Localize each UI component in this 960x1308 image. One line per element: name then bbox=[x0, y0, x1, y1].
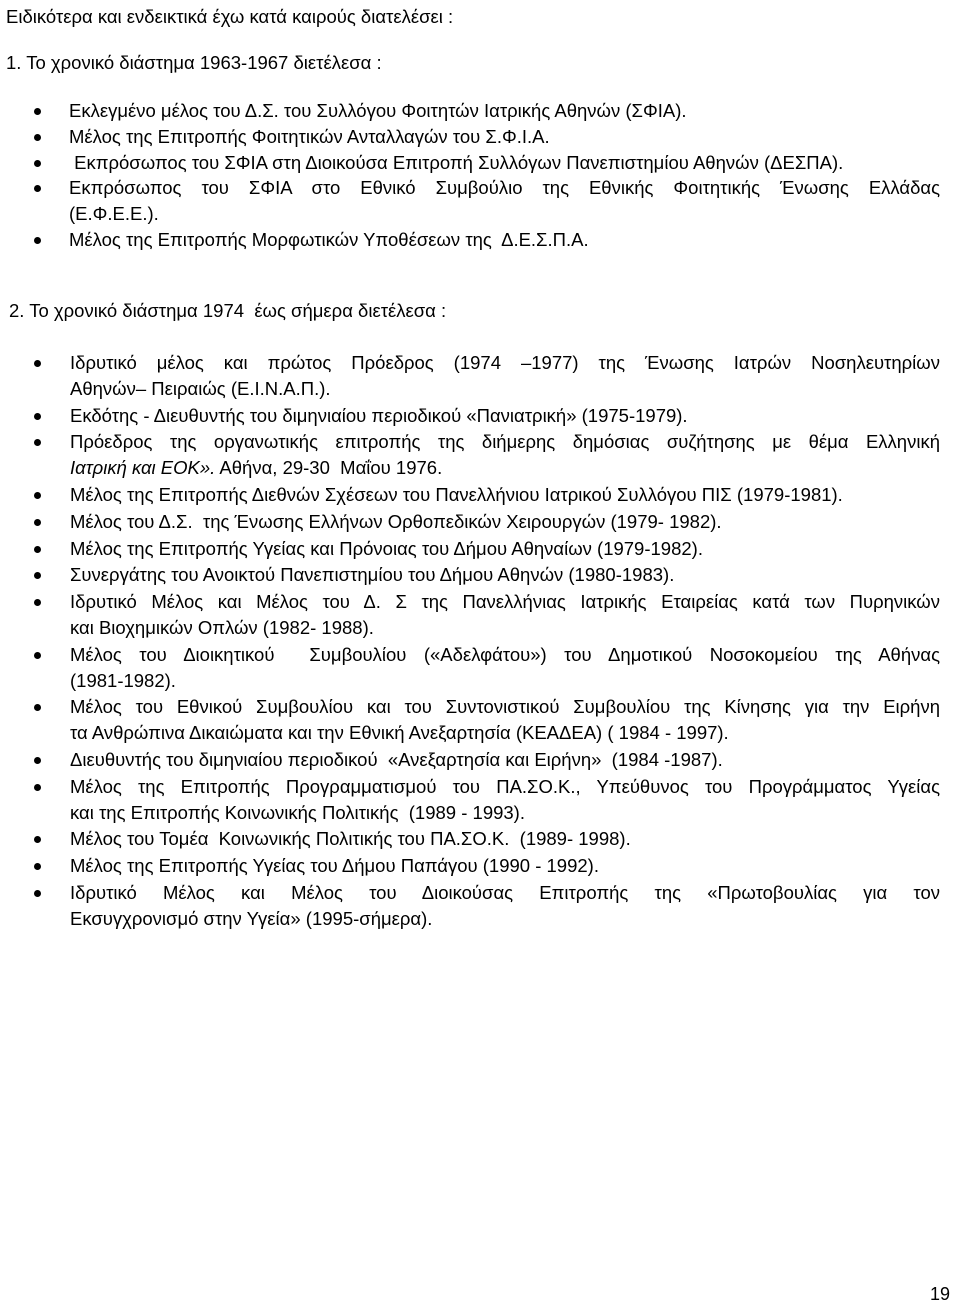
list-item: Ιδρυτικό Μέλος και Μέλος του Δ. Σ της Πανελλήνιας Ιατρικής Εταιρείας κατά των Πυρηνικών και Βιοχημικών Οπλών (1982- 1988). bbox=[0, 589, 940, 641]
list-item: Μέλος του Δ.Σ. της Ένωσης Ελλήνων Ορθοπεδικών Χειρουργών (1979- 1982). bbox=[0, 509, 940, 535]
list-item: Ιδρυτικό μέλος και πρώτος Πρόεδρος (1974 –1977) της Ένωσης Ιατρών Νοσηλευτηρίων Αθηνών– Πειραιώς (Ε.Ι.Ν.Α.Π.). bbox=[0, 350, 940, 402]
section-1-heading: 1. Το χρονικό διάστημα 1963-1967 διετέλεσα : bbox=[6, 52, 382, 73]
bullet-icon bbox=[34, 836, 41, 843]
list-item: Συνεργάτης του Ανοικτού Πανεπιστημίου του Δήμου Αθηνών (1980-1983). bbox=[0, 562, 940, 588]
bullet-icon bbox=[34, 439, 41, 446]
bullet-icon bbox=[34, 360, 41, 367]
bullet-icon bbox=[34, 863, 41, 870]
list-item: Μέλος του Διοικητικού Συμβουλίου («Αδελφάτου») του Δημοτικού Νοσοκομείου της Αθήνας (1981-1982). bbox=[0, 642, 940, 694]
list-item: Εκδότης - Διευθυντής του διμηνιαίου περιοδικού «Πανιατρική» (1975-1979). bbox=[0, 403, 940, 429]
list-item: Μέλος της Επιτροπής Προγραμματισμού του ΠΑ.ΣΟ.Κ., Υπεύθυνος του Προγράμματος Υγείας και της Επιτροπής Κοινωνικής Πολιτικής (1989 - 1993). bbox=[0, 774, 940, 826]
bullet-icon bbox=[34, 652, 41, 659]
list-item: Μέλος της Επιτροπής Φοιτητικών Ανταλλαγών του Σ.Φ.Ι.Α. bbox=[0, 124, 940, 150]
section-2-heading: 2. Το χρονικό διάστημα 1974 έως σήμερα διετέλεσα : bbox=[9, 300, 447, 321]
bullet-icon bbox=[34, 108, 41, 115]
bullet-icon bbox=[34, 185, 41, 192]
list-item: Εκλεγμένο μέλος του Δ.Σ. του Συλλόγου Φοιτητών Ιατρικής Αθηνών (ΣΦΙΑ). bbox=[0, 98, 940, 124]
list-item: Μέλος του Τομέα Κοινωνικής Πολιτικής του ΠΑ.ΣΟ.Κ. (1989- 1998). bbox=[0, 826, 940, 852]
bullet-icon bbox=[34, 519, 41, 526]
list-item: Πρόεδρος της οργανωτικής επιτροπής της διήμερης δημόσιας συζήτησης με θέμα Ελληνική Ιατρική και ΕΟΚ». Αθήνα, 29-30 Μαΐου 1976. bbox=[0, 429, 940, 481]
bullet-icon bbox=[34, 784, 41, 791]
bullet-icon bbox=[34, 599, 41, 606]
bullet-icon bbox=[34, 492, 41, 499]
page-number: 19 bbox=[929, 1284, 950, 1304]
list-item: Μέλος της Επιτροπής Μορφωτικών Υποθέσεων της Δ.Ε.Σ.Π.Α. bbox=[0, 227, 940, 253]
list-item: Μέλος της Επιτροπής Υγείας και Πρόνοιας του Δήμου Αθηναίων (1979-1982). bbox=[0, 536, 940, 562]
list-item: Διευθυντής του διμηνιαίου περιοδικού «Ανεξαρτησία και Ειρήνη» (1984 -1987). bbox=[0, 747, 940, 773]
list-item: Μέλος του Εθνικού Συμβουλίου και του Συντονιστικού Συμβουλίου της Κίνησης για την Ειρήνη τα Ανθρώπινα Δικαιώματα και την Εθνική Ανεξαρτησία (ΚΕΑΔΕΑ) ( 1984 - 1997). bbox=[0, 694, 940, 746]
bullet-icon bbox=[34, 704, 41, 711]
list-item: Ιδρυτικό Μέλος και Μέλος του Διοικούσας Επιτροπής της «Πρωτοβουλίας για τον Εκσυγχρονισμό στην Υγεία» (1995-σήμερα). bbox=[0, 880, 940, 932]
bullet-icon bbox=[34, 546, 41, 553]
list-item: Εκπρόσωπος του ΣΦΙΑ στη Διοικούσα Επιτροπή Συλλόγων Πανεπιστημίου Αθηνών (ΔΕΣΠΑ). bbox=[0, 150, 940, 176]
section-2-list bbox=[0, 350, 940, 933]
bullet-icon bbox=[34, 413, 41, 420]
section-1-list bbox=[0, 98, 940, 253]
bullet-icon bbox=[34, 134, 41, 141]
bullet-icon bbox=[34, 160, 41, 167]
list-item: Μέλος της Επιτροπής Υγείας του Δήμου Παπάγου (1990 - 1992). bbox=[0, 853, 940, 879]
bullet-icon bbox=[34, 572, 41, 579]
bullet-icon bbox=[34, 237, 41, 244]
list-item: Εκπρόσωπος του ΣΦΙΑ στο Εθνικό Συμβούλιο της Εθνικής Φοιτητικής Ένωσης Ελλάδας (Ε.Φ.Ε.Ε.). bbox=[0, 175, 940, 227]
bullet-icon bbox=[34, 890, 41, 897]
bullet-icon bbox=[34, 757, 41, 764]
intro-text: Ειδικότερα και ενδεικτικά έχω κατά καιρούς διατελέσει : bbox=[6, 6, 454, 27]
list-item: Μέλος της Επιτροπής Διεθνών Σχέσεων του Πανελλήνιου Ιατρικού Συλλόγου ΠΙΣ (1979-1981). bbox=[0, 482, 940, 508]
